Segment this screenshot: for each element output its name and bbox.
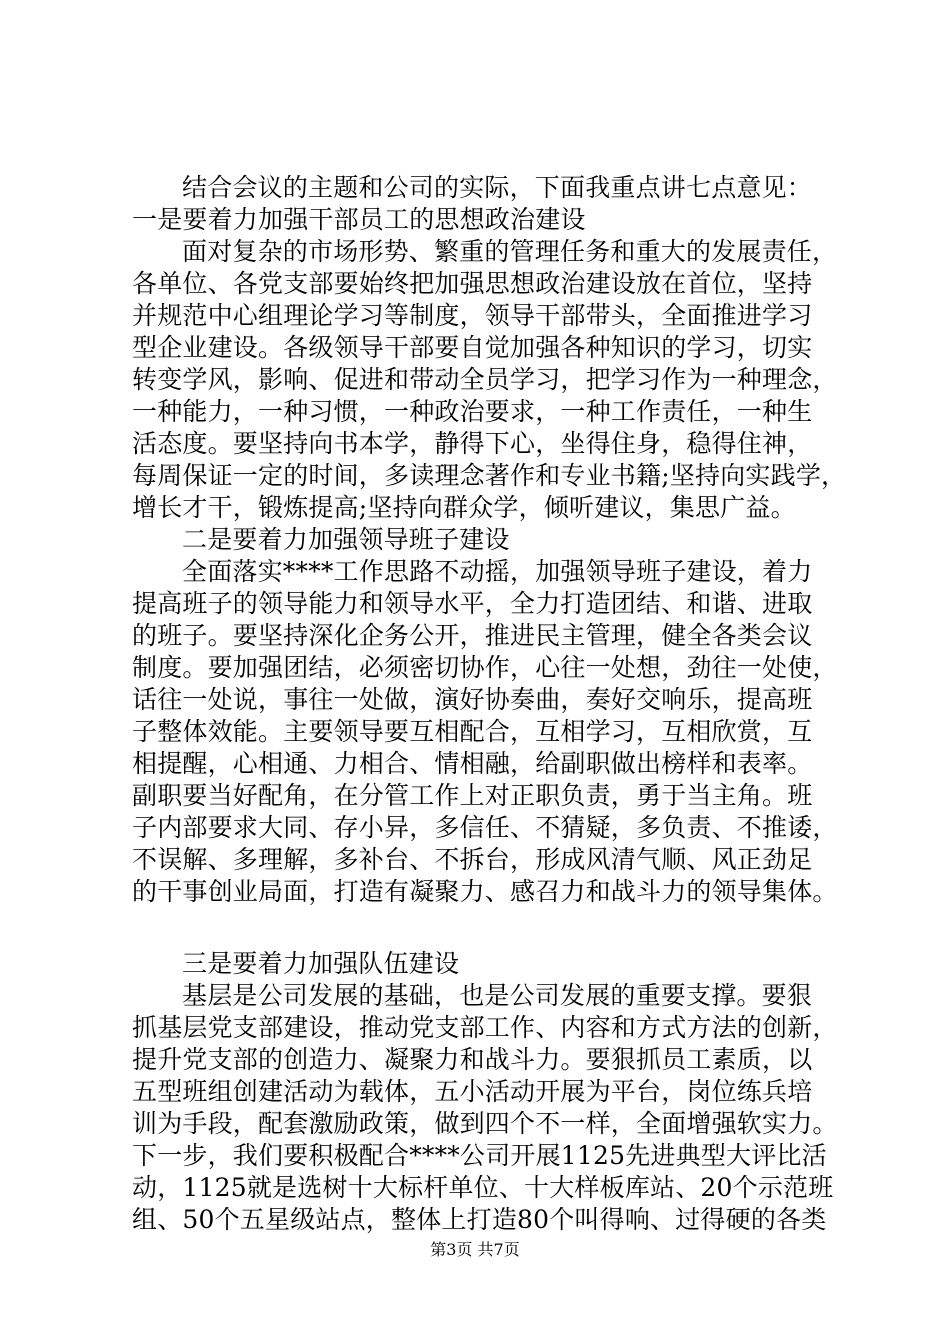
paragraph-line: 的班子。要坚持深化企务公开，推进民主管理，健全各类会议 xyxy=(132,621,813,650)
paragraph-line: 副职要当好配角，在分管工作上对正职负责，勇于当主角。班 xyxy=(132,781,813,810)
paragraph-line: 全面落实****工作思路不动摇，加强领导班子建设，着力 xyxy=(182,557,813,586)
paragraph-line: 制度。要加强团结，必须密切协作，心往一处想，劲往一处使， xyxy=(132,653,838,682)
paragraph-line: 子内部要求大同、存小异，多信任、不猜疑，多负责、不推诿， xyxy=(132,813,838,842)
paragraph-line: 每周保证一定的时间，多读理念著作和专业书籍;坚持向实践学， xyxy=(132,461,847,490)
section-heading-2: 二是要着力加强领导班子建设 xyxy=(182,525,510,554)
paragraph-line: 转变学风，影响、促进和带动全员学习，把学习作为一种理念， xyxy=(132,365,838,394)
paragraph-line: 提高班子的领导能力和领导水平，全力打造团结、和谐、进取 xyxy=(132,589,813,618)
paragraph-line: 活态度。要坚持向书本学，静得下心，坐得住身，稳得住神， xyxy=(132,429,813,458)
paragraph-spacer xyxy=(132,908,852,948)
page-footer xyxy=(0,1240,950,1260)
paragraph-line: 组、50个五星级站点，整体上打造80个叫得响、过得硬的各类 xyxy=(132,1205,827,1234)
paragraph-line: 结合会议的主题和公司的实际，下面我重点讲七点意见： xyxy=(182,173,813,202)
paragraph-line: 五型班组创建活动为载体，五小活动开展为平台，岗位练兵培 xyxy=(132,1077,813,1106)
paragraph-line: 提升党支部的创造力、凝聚力和战斗力。要狠抓员工素质，以 xyxy=(132,1045,813,1074)
section-heading-1: 一是要着力加强干部员工的思想政治建设 xyxy=(132,205,586,234)
document-body xyxy=(132,172,852,1236)
paragraph-line: 型企业建设。各级领导干部要自觉加强各种知识的学习，切实 xyxy=(132,333,813,362)
paragraph-line: 训为手段，配套激励政策，做到四个不一样，全面增强软实力。 xyxy=(132,1109,838,1138)
paragraph-line: 不误解、多理解，多补台、不拆台，形成风清气顺、风正劲足 xyxy=(132,845,813,874)
paragraph-line: 下一步，我们要积极配合****公司开展1125先进典型大评比活 xyxy=(132,1141,827,1170)
page-indicator: 第3页 共7页 xyxy=(430,1240,520,1259)
paragraph-line: 面对复杂的市场形势、繁重的管理任务和重大的发展责任， xyxy=(182,237,838,266)
paragraph-line: 各单位、各党支部要始终把加强思想政治建设放在首位，坚持 xyxy=(132,269,813,298)
paragraph-line: 抓基层党支部建设，推动党支部工作、内容和方式方法的创新， xyxy=(132,1013,838,1042)
paragraph-line: 的干事创业局面，打造有凝聚力、感召力和战斗力的领导集体。 xyxy=(132,877,838,906)
paragraph-line: 一种能力，一种习惯，一种政治要求，一种工作责任，一种生 xyxy=(132,397,813,426)
paragraph-line: 动，1125就是选树十大标杆单位、十大样板库站、20个示范班 xyxy=(132,1173,834,1202)
paragraph-line: 增长才干，锻炼提高;坚持向群众学，倾听建议，集思广益。 xyxy=(132,493,796,522)
paragraph-line: 相提醒，心相通、力相合、情相融，给副职做出榜样和表率。 xyxy=(132,749,813,778)
paragraph-line: 子整体效能。主要领导要互相配合，互相学习，互相欣赏，互 xyxy=(132,717,813,746)
paragraph-line: 基层是公司发展的基础，也是公司发展的重要支撑。要狠 xyxy=(182,981,813,1010)
paragraph-line: 并规范中心组理论学习等制度，领导干部带头，全面推进学习 xyxy=(132,301,813,330)
paragraph-line: 话往一处说，事往一处做，演好协奏曲，奏好交响乐，提高班 xyxy=(132,685,813,714)
section-heading-3: 三是要着力加强队伍建设 xyxy=(182,949,460,978)
